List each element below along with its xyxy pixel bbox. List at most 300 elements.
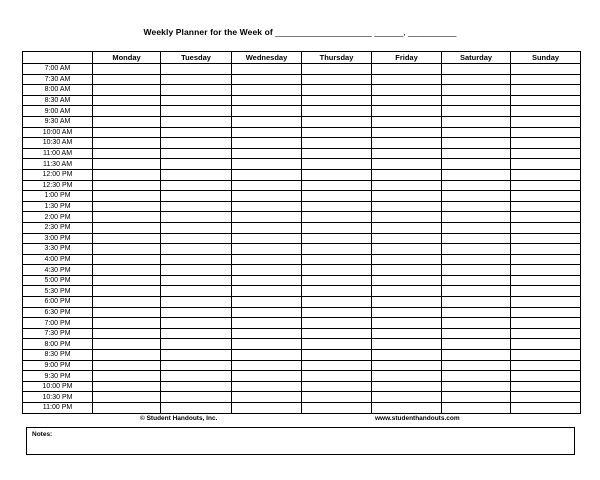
table-row	[23, 371, 581, 382]
planner-cell-saturday[interactable]	[442, 233, 511, 244]
planner-cell-wednesday[interactable]	[232, 286, 302, 297]
time-slot-label: 12:00 PM	[23, 169, 93, 180]
planner-cell-tuesday[interactable]	[161, 127, 232, 138]
planner-cell-sunday[interactable]	[511, 381, 581, 392]
planner-cell-monday[interactable]	[93, 212, 161, 223]
planner-cell-thursday[interactable]	[302, 116, 372, 127]
time-slot-label: 4:30 PM	[23, 265, 93, 276]
planner-cell-wednesday[interactable]	[232, 116, 302, 127]
notes-label: Notes:	[32, 431, 53, 438]
planner-cell-friday[interactable]	[372, 392, 442, 403]
time-slot-label: 10:30 AM	[23, 138, 93, 149]
planner-cell-thursday[interactable]	[302, 371, 372, 382]
table-row	[23, 244, 581, 255]
planner-cell-saturday[interactable]	[442, 392, 511, 403]
planner-cell-thursday[interactable]	[302, 328, 372, 339]
planner-cell-friday[interactable]	[372, 265, 442, 276]
time-slot-label: 4:00 PM	[23, 254, 93, 265]
table-row	[23, 381, 581, 392]
planner-cell-saturday[interactable]	[442, 254, 511, 265]
planner-cell-sunday[interactable]	[511, 403, 581, 414]
planner-cell-sunday[interactable]	[511, 360, 581, 371]
planner-cell-tuesday[interactable]	[161, 95, 232, 106]
planner-cell-friday[interactable]	[372, 148, 442, 159]
table-row	[23, 339, 581, 350]
time-slot-label: 10:00 AM	[23, 127, 93, 138]
table-row	[23, 201, 581, 212]
planner-cell-sunday[interactable]	[511, 159, 581, 170]
planner-cell-saturday[interactable]	[442, 244, 511, 255]
planner-cell-monday[interactable]	[93, 74, 161, 85]
planner-cell-saturday[interactable]	[442, 275, 511, 286]
planner-cell-thursday[interactable]	[302, 339, 372, 350]
planner-cell-friday[interactable]	[372, 74, 442, 85]
planner-cell-tuesday[interactable]	[161, 350, 232, 361]
planner-cell-friday[interactable]	[372, 233, 442, 244]
planner-cell-thursday[interactable]	[302, 159, 372, 170]
planner-cell-wednesday[interactable]	[232, 212, 302, 223]
planner-cell-monday[interactable]	[93, 222, 161, 233]
planner-cell-monday[interactable]	[93, 148, 161, 159]
planner-cell-tuesday[interactable]	[161, 254, 232, 265]
table-row	[23, 233, 581, 244]
planner-cell-thursday[interactable]	[302, 85, 372, 96]
planner-cell-sunday[interactable]	[511, 328, 581, 339]
planner-cell-sunday[interactable]	[511, 74, 581, 85]
planner-cell-friday[interactable]	[372, 244, 442, 255]
planner-cell-sunday[interactable]	[511, 339, 581, 350]
planner-cell-friday[interactable]	[372, 381, 442, 392]
time-slot-label: 9:00 PM	[23, 360, 93, 371]
planner-cell-monday[interactable]	[93, 127, 161, 138]
time-slot-label: 3:30 PM	[23, 244, 93, 255]
table-row	[23, 127, 581, 138]
time-slot-label: 11:30 AM	[23, 159, 93, 170]
planner-cell-thursday[interactable]	[302, 201, 372, 212]
planner-cell-tuesday[interactable]	[161, 201, 232, 212]
day-header-friday: Friday	[372, 52, 442, 64]
planner-cell-monday[interactable]	[93, 328, 161, 339]
planner-cell-tuesday[interactable]	[161, 222, 232, 233]
planner-cell-thursday[interactable]	[302, 286, 372, 297]
planner-cell-monday[interactable]	[93, 85, 161, 96]
planner-cell-thursday[interactable]	[302, 275, 372, 286]
planner-cell-wednesday[interactable]	[232, 328, 302, 339]
planner-cell-wednesday[interactable]	[232, 275, 302, 286]
planner-cell-saturday[interactable]	[442, 339, 511, 350]
time-slot-label: 1:00 PM	[23, 191, 93, 202]
planner-cell-sunday[interactable]	[511, 138, 581, 149]
planner-cell-monday[interactable]	[93, 371, 161, 382]
planner-cell-saturday[interactable]	[442, 286, 511, 297]
page-title	[0, 27, 600, 37]
planner-cell-thursday[interactable]	[302, 392, 372, 403]
planner-cell-wednesday[interactable]	[232, 297, 302, 308]
planner-cell-monday[interactable]	[93, 201, 161, 212]
planner-cell-saturday[interactable]	[442, 360, 511, 371]
planner-cell-thursday[interactable]	[302, 148, 372, 159]
planner-cell-tuesday[interactable]	[161, 339, 232, 350]
planner-cell-wednesday[interactable]	[232, 169, 302, 180]
planner-cell-monday[interactable]	[93, 138, 161, 149]
title-date-blank: ____________________ ______, __________	[275, 27, 457, 37]
time-slot-label: 11:00 PM	[23, 403, 93, 414]
planner-cell-monday[interactable]	[93, 159, 161, 170]
planner-cell-tuesday[interactable]	[161, 74, 232, 85]
planner-cell-thursday[interactable]	[302, 350, 372, 361]
planner-cell-thursday[interactable]	[302, 244, 372, 255]
planner-cell-wednesday[interactable]	[232, 381, 302, 392]
planner-cell-sunday[interactable]	[511, 201, 581, 212]
time-slot-label: 8:30 PM	[23, 350, 93, 361]
planner-cell-friday[interactable]	[372, 95, 442, 106]
planner-cell-tuesday[interactable]	[161, 265, 232, 276]
table-row	[23, 212, 581, 223]
planner-cell-wednesday[interactable]	[232, 371, 302, 382]
weekly-planner-table	[22, 51, 581, 414]
planner-cell-wednesday[interactable]	[232, 138, 302, 149]
planner-cell-monday[interactable]	[93, 265, 161, 276]
planner-cell-saturday[interactable]	[442, 307, 511, 318]
table-row	[23, 191, 581, 202]
planner-cell-thursday[interactable]	[302, 381, 372, 392]
planner-cell-sunday[interactable]	[511, 318, 581, 329]
planner-cell-friday[interactable]	[372, 350, 442, 361]
planner-cell-friday[interactable]	[372, 201, 442, 212]
planner-cell-monday[interactable]	[93, 180, 161, 191]
planner-cell-friday[interactable]	[372, 275, 442, 286]
planner-cell-saturday[interactable]	[442, 222, 511, 233]
table-row	[23, 297, 581, 308]
planner-cell-tuesday[interactable]	[161, 64, 232, 75]
planner-cell-thursday[interactable]	[302, 307, 372, 318]
planner-cell-monday[interactable]	[93, 169, 161, 180]
day-header-monday: Monday	[93, 52, 161, 64]
planner-cell-thursday[interactable]	[302, 297, 372, 308]
planner-cell-sunday[interactable]	[511, 392, 581, 403]
planner-cell-monday[interactable]	[93, 286, 161, 297]
planner-cell-saturday[interactable]	[442, 148, 511, 159]
table-row	[23, 138, 581, 149]
planner-cell-friday[interactable]	[372, 318, 442, 329]
planner-cell-wednesday[interactable]	[232, 392, 302, 403]
planner-cell-monday[interactable]	[93, 350, 161, 361]
table-row	[23, 169, 581, 180]
planner-cell-friday[interactable]	[372, 254, 442, 265]
planner-cell-saturday[interactable]	[442, 64, 511, 75]
planner-cell-saturday[interactable]	[442, 191, 511, 202]
table-row	[23, 307, 581, 318]
planner-cell-monday[interactable]	[93, 191, 161, 202]
planner-cell-tuesday[interactable]	[161, 318, 232, 329]
planner-cell-friday[interactable]	[372, 64, 442, 75]
planner-cell-tuesday[interactable]	[161, 275, 232, 286]
time-slot-label: 10:30 PM	[23, 392, 93, 403]
planner-cell-sunday[interactable]	[511, 148, 581, 159]
time-slot-label: 2:30 PM	[23, 222, 93, 233]
table-row	[23, 180, 581, 191]
time-slot-label: 3:00 PM	[23, 233, 93, 244]
planner-cell-saturday[interactable]	[442, 106, 511, 117]
planner-cell-tuesday[interactable]	[161, 159, 232, 170]
time-slot-label: 12:30 PM	[23, 180, 93, 191]
planner-cell-sunday[interactable]	[511, 297, 581, 308]
planner-cell-sunday[interactable]	[511, 275, 581, 286]
planner-cell-wednesday[interactable]	[232, 201, 302, 212]
day-header-saturday: Saturday	[442, 52, 511, 64]
table-row	[23, 85, 581, 96]
planner-cell-monday[interactable]	[93, 64, 161, 75]
planner-cell-friday[interactable]	[372, 286, 442, 297]
planner-cell-wednesday[interactable]	[232, 244, 302, 255]
planner-cell-wednesday[interactable]	[232, 222, 302, 233]
planner-cell-friday[interactable]	[372, 159, 442, 170]
table-row	[23, 286, 581, 297]
planner-cell-sunday[interactable]	[511, 191, 581, 202]
planner-cell-wednesday[interactable]	[232, 318, 302, 329]
time-slot-label: 9:30 PM	[23, 371, 93, 382]
table-row	[23, 74, 581, 85]
planner-cell-sunday[interactable]	[511, 64, 581, 75]
planner-cell-wednesday[interactable]	[232, 127, 302, 138]
time-slot-label: 2:00 PM	[23, 212, 93, 223]
planner-cell-tuesday[interactable]	[161, 328, 232, 339]
planner-cell-saturday[interactable]	[442, 169, 511, 180]
planner-cell-saturday[interactable]	[442, 180, 511, 191]
planner-cell-monday[interactable]	[93, 116, 161, 127]
planner-cell-wednesday[interactable]	[232, 159, 302, 170]
planner-cell-thursday[interactable]	[302, 254, 372, 265]
planner-cell-thursday[interactable]	[302, 169, 372, 180]
planner-cell-wednesday[interactable]	[232, 265, 302, 276]
planner-cell-thursday[interactable]	[302, 360, 372, 371]
planner-cell-thursday[interactable]	[302, 138, 372, 149]
planner-cell-friday[interactable]	[372, 138, 442, 149]
planner-cell-wednesday[interactable]	[232, 191, 302, 202]
planner-cell-thursday[interactable]	[302, 95, 372, 106]
planner-cell-wednesday[interactable]	[232, 180, 302, 191]
planner-cell-monday[interactable]	[93, 403, 161, 414]
table-row	[23, 265, 581, 276]
planner-cell-sunday[interactable]	[511, 307, 581, 318]
planner-cell-friday[interactable]	[372, 191, 442, 202]
planner-cell-friday[interactable]	[372, 106, 442, 117]
table-row	[23, 64, 581, 75]
planner-cell-monday[interactable]	[93, 254, 161, 265]
planner-cell-friday[interactable]	[372, 307, 442, 318]
planner-cell-saturday[interactable]	[442, 318, 511, 329]
planner-cell-sunday[interactable]	[511, 95, 581, 106]
planner-cell-tuesday[interactable]	[161, 138, 232, 149]
planner-cell-thursday[interactable]	[302, 127, 372, 138]
planner-cell-wednesday[interactable]	[232, 339, 302, 350]
planner-cell-friday[interactable]	[372, 339, 442, 350]
planner-cell-wednesday[interactable]	[232, 254, 302, 265]
planner-cell-saturday[interactable]	[442, 138, 511, 149]
planner-cell-tuesday[interactable]	[161, 360, 232, 371]
planner-cell-tuesday[interactable]	[161, 371, 232, 382]
planner-cell-sunday[interactable]	[511, 85, 581, 96]
planner-cell-monday[interactable]	[93, 318, 161, 329]
planner-cell-sunday[interactable]	[511, 180, 581, 191]
planner-cell-thursday[interactable]	[302, 64, 372, 75]
planner-cell-monday[interactable]	[93, 297, 161, 308]
planner-cell-saturday[interactable]	[442, 201, 511, 212]
planner-cell-saturday[interactable]	[442, 95, 511, 106]
planner-cell-friday[interactable]	[372, 169, 442, 180]
time-column-header	[23, 52, 93, 64]
table-row	[23, 350, 581, 361]
planner-cell-tuesday[interactable]	[161, 169, 232, 180]
time-slot-label: 5:30 PM	[23, 286, 93, 297]
planner-cell-monday[interactable]	[93, 360, 161, 371]
table-row	[23, 360, 581, 371]
time-slot-label: 7:00 AM	[23, 64, 93, 75]
planner-cell-friday[interactable]	[372, 127, 442, 138]
planner-cell-sunday[interactable]	[511, 371, 581, 382]
planner-cell-saturday[interactable]	[442, 159, 511, 170]
planner-cell-wednesday[interactable]	[232, 74, 302, 85]
header-row	[23, 52, 581, 64]
planner-cell-saturday[interactable]	[442, 381, 511, 392]
table-row	[23, 318, 581, 329]
planner-cell-tuesday[interactable]	[161, 307, 232, 318]
planner-cell-friday[interactable]	[372, 116, 442, 127]
planner-cell-thursday[interactable]	[302, 265, 372, 276]
planner-cell-thursday[interactable]	[302, 106, 372, 117]
planner-cell-friday[interactable]	[372, 212, 442, 223]
planner-cell-wednesday[interactable]	[232, 64, 302, 75]
planner-cell-friday[interactable]	[372, 222, 442, 233]
planner-cell-sunday[interactable]	[511, 169, 581, 180]
planner-cell-friday[interactable]	[372, 85, 442, 96]
time-slot-label: 7:30 PM	[23, 328, 93, 339]
planner-cell-saturday[interactable]	[442, 74, 511, 85]
planner-cell-wednesday[interactable]	[232, 85, 302, 96]
planner-cell-monday[interactable]	[93, 106, 161, 117]
time-slot-label: 7:30 AM	[23, 74, 93, 85]
table-row	[23, 148, 581, 159]
website-text: www.studenthandouts.com	[375, 415, 460, 422]
planner-cell-wednesday[interactable]	[232, 95, 302, 106]
planner-cell-monday[interactable]	[93, 307, 161, 318]
planner-cell-sunday[interactable]	[511, 127, 581, 138]
planner-cell-thursday[interactable]	[302, 403, 372, 414]
planner-cell-wednesday[interactable]	[232, 148, 302, 159]
time-slot-label: 9:30 AM	[23, 116, 93, 127]
planner-cell-wednesday[interactable]	[232, 403, 302, 414]
planner-cell-monday[interactable]	[93, 233, 161, 244]
planner-cell-tuesday[interactable]	[161, 212, 232, 223]
time-slot-label: 5:00 PM	[23, 275, 93, 286]
planner-cell-tuesday[interactable]	[161, 244, 232, 255]
planner-cell-thursday[interactable]	[302, 318, 372, 329]
planner-cell-tuesday[interactable]	[161, 85, 232, 96]
planner-cell-sunday[interactable]	[511, 233, 581, 244]
time-slot-label: 8:00 AM	[23, 85, 93, 96]
planner-cell-sunday[interactable]	[511, 212, 581, 223]
planner-cell-tuesday[interactable]	[161, 180, 232, 191]
planner-cell-wednesday[interactable]	[232, 350, 302, 361]
planner-cell-monday[interactable]	[93, 381, 161, 392]
planner-cell-saturday[interactable]	[442, 403, 511, 414]
planner-cell-monday[interactable]	[93, 244, 161, 255]
table-row	[23, 328, 581, 339]
planner-cell-tuesday[interactable]	[161, 106, 232, 117]
planner-cell-thursday[interactable]	[302, 212, 372, 223]
planner-cell-friday[interactable]	[372, 371, 442, 382]
planner-cell-saturday[interactable]	[442, 265, 511, 276]
planner-cell-thursday[interactable]	[302, 222, 372, 233]
planner-cell-wednesday[interactable]	[232, 233, 302, 244]
planner-cell-wednesday[interactable]	[232, 360, 302, 371]
planner-cell-sunday[interactable]	[511, 350, 581, 361]
planner-cell-wednesday[interactable]	[232, 106, 302, 117]
day-header-thursday: Thursday	[302, 52, 372, 64]
copyright-text: © Student Handouts, Inc.	[140, 415, 218, 422]
planner-cell-thursday[interactable]	[302, 233, 372, 244]
planner-cell-friday[interactable]	[372, 297, 442, 308]
planner-cell-sunday[interactable]	[511, 222, 581, 233]
planner-cell-friday[interactable]	[372, 180, 442, 191]
planner-cell-monday[interactable]	[93, 95, 161, 106]
planner-cell-saturday[interactable]	[442, 350, 511, 361]
planner-cell-saturday[interactable]	[442, 116, 511, 127]
table-row	[23, 222, 581, 233]
notes-box[interactable]	[26, 427, 575, 455]
planner-cell-tuesday[interactable]	[161, 233, 232, 244]
planner-cell-saturday[interactable]	[442, 85, 511, 96]
planner-cell-tuesday[interactable]	[161, 148, 232, 159]
table-row	[23, 116, 581, 127]
planner-cell-tuesday[interactable]	[161, 286, 232, 297]
planner-cell-tuesday[interactable]	[161, 297, 232, 308]
planner-cell-tuesday[interactable]	[161, 191, 232, 202]
planner-cell-sunday[interactable]	[511, 106, 581, 117]
planner-cell-thursday[interactable]	[302, 74, 372, 85]
planner-cell-tuesday[interactable]	[161, 403, 232, 414]
planner-cell-tuesday[interactable]	[161, 116, 232, 127]
planner-cell-sunday[interactable]	[511, 286, 581, 297]
planner-cell-sunday[interactable]	[511, 254, 581, 265]
planner-cell-saturday[interactable]	[442, 212, 511, 223]
planner-cell-tuesday[interactable]	[161, 392, 232, 403]
planner-cell-monday[interactable]	[93, 339, 161, 350]
planner-cell-friday[interactable]	[372, 360, 442, 371]
planner-cell-tuesday[interactable]	[161, 381, 232, 392]
planner-cell-saturday[interactable]	[442, 328, 511, 339]
table-row	[23, 95, 581, 106]
table-row	[23, 254, 581, 265]
table-row	[23, 106, 581, 117]
planner-cell-monday[interactable]	[93, 275, 161, 286]
time-slot-label: 9:00 AM	[23, 106, 93, 117]
planner-cell-monday[interactable]	[93, 392, 161, 403]
planner-cell-saturday[interactable]	[442, 127, 511, 138]
planner-cell-wednesday[interactable]	[232, 307, 302, 318]
planner-cell-sunday[interactable]	[511, 265, 581, 276]
table-row	[23, 392, 581, 403]
planner-cell-friday[interactable]	[372, 328, 442, 339]
planner-cell-friday[interactable]	[372, 403, 442, 414]
planner-cell-saturday[interactable]	[442, 297, 511, 308]
planner-cell-sunday[interactable]	[511, 244, 581, 255]
planner-cell-thursday[interactable]	[302, 191, 372, 202]
planner-cell-saturday[interactable]	[442, 371, 511, 382]
planner-cell-sunday[interactable]	[511, 116, 581, 127]
day-header-tuesday: Tuesday	[161, 52, 232, 64]
planner-cell-thursday[interactable]	[302, 180, 372, 191]
